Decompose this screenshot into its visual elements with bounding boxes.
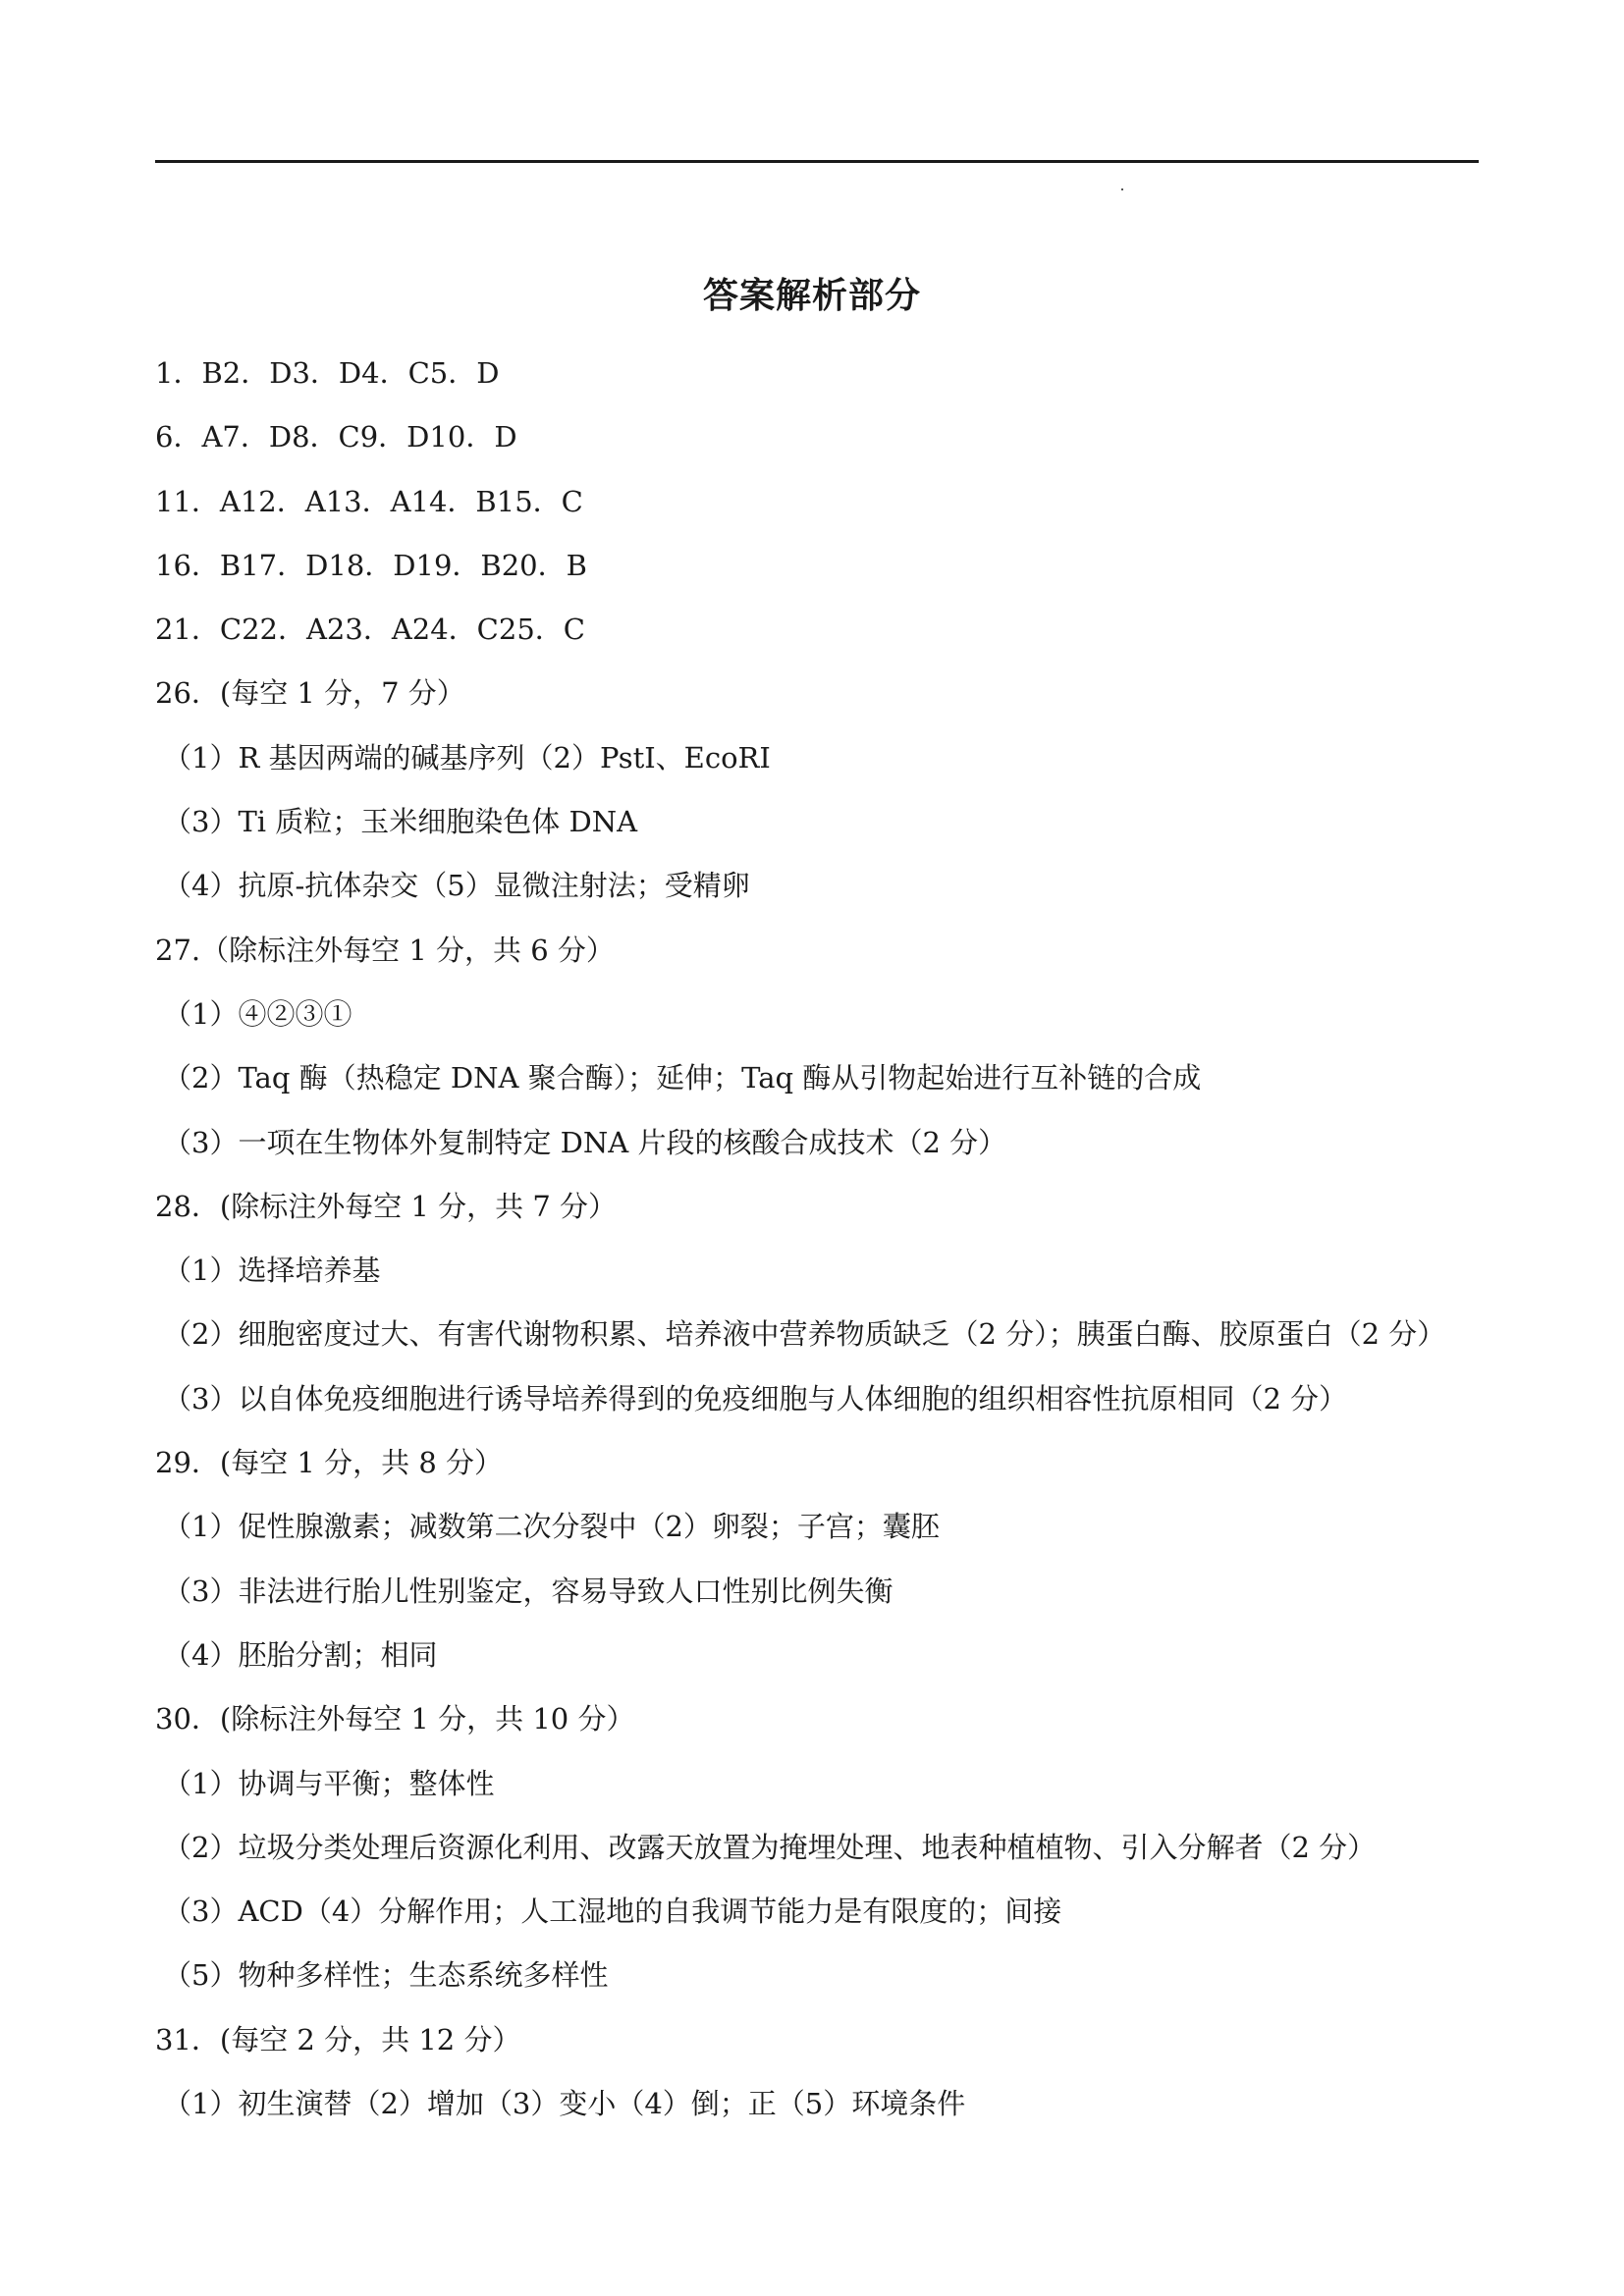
sub-answer: （1）④②③① bbox=[163, 996, 352, 1031]
sub-answer: （2）细胞密度过大、有害代谢物积累、培养液中营养物质缺乏（2 分）；胰蛋白酶、胶原蛋白（2 分） bbox=[163, 1317, 1446, 1352]
sub-answer: （4）胚胎分割；相同 bbox=[163, 1637, 438, 1672]
sub-answer: （1）协调与平衡；整体性 bbox=[163, 1766, 495, 1800]
question-header: 27.（除标注外每空 1 分，共 6 分） bbox=[155, 933, 615, 967]
sub-answer: （5）物种多样性；生态系统多样性 bbox=[163, 1958, 609, 1993]
sub-answer: （3）以自体免疫细胞进行诱导培养得到的免疫细胞与人体细胞的组织相容性抗原相同（2 分） bbox=[163, 1381, 1348, 1415]
answer-line: 11．A12．A13．A14．B15．C bbox=[155, 484, 583, 518]
sub-answer: （2）Taq 酶（热稳定 DNA 聚合酶）；延伸；Taq 酶从引物起始进行互补链的合成 bbox=[163, 1061, 1202, 1095]
sub-answer: （1）选择培养基 bbox=[163, 1254, 381, 1288]
header-rule bbox=[155, 160, 1479, 163]
sub-answer: （1）促性腺激素；减数第二次分裂中（2）卵裂；子宫；囊胚 bbox=[163, 1510, 940, 1544]
answer-line: 16．B17．D18．D19．B20．B bbox=[155, 548, 587, 582]
sub-answer: （3）非法进行胎儿性别鉴定，容易导致人口性别比例失衡 bbox=[163, 1574, 893, 1608]
question-header: 26．(每空 1 分，7 分） bbox=[155, 676, 465, 711]
answer-line: 6．A7．D8．C9．D10．D bbox=[155, 420, 517, 454]
question-header: 28．(除标注外每空 1 分，共 7 分） bbox=[155, 1189, 617, 1223]
question-header: 30．(除标注外每空 1 分，共 10 分） bbox=[155, 1702, 635, 1736]
question-header: 31．(每空 2 分，共 12 分） bbox=[155, 2022, 521, 2056]
answer-list bbox=[155, 353, 1490, 2148]
answer-line: 21．C22．A23．A24．C25．C bbox=[155, 613, 585, 647]
sub-answer: （1）R 基因两端的碱基序列（2）PstI、EcoRI bbox=[163, 740, 771, 774]
answer-line: 1．B2．D3．D4．C5．D bbox=[155, 356, 500, 390]
sub-answer: （3）Ti 质粒；玉米细胞染色体 DNA bbox=[163, 805, 638, 839]
sub-answer: （1）初生演替（2）增加（3）变小（4）倒；正（5）环境条件 bbox=[163, 2087, 966, 2121]
question-header: 29．(每空 1 分，共 8 分） bbox=[155, 1446, 503, 1480]
sub-answer: （3）ACD（4）分解作用；人工湿地的自我调节能力是有限度的；间接 bbox=[163, 1895, 1062, 1929]
page-title: 答案解析部分 bbox=[702, 276, 921, 316]
sub-answer: （2）垃圾分类处理后资源化利用、改露天放置为掩埋处理、地表种植植物、引入分解者（2 分） bbox=[163, 1830, 1377, 1864]
sub-answer: （4）抗原-抗体杂交（5）显微注射法；受精卵 bbox=[163, 869, 750, 903]
scan-speck bbox=[1121, 188, 1123, 190]
sub-answer: （3）一项在生物体外复制特定 DNA 片段的核酸合成技术（2 分） bbox=[163, 1125, 1007, 1159]
